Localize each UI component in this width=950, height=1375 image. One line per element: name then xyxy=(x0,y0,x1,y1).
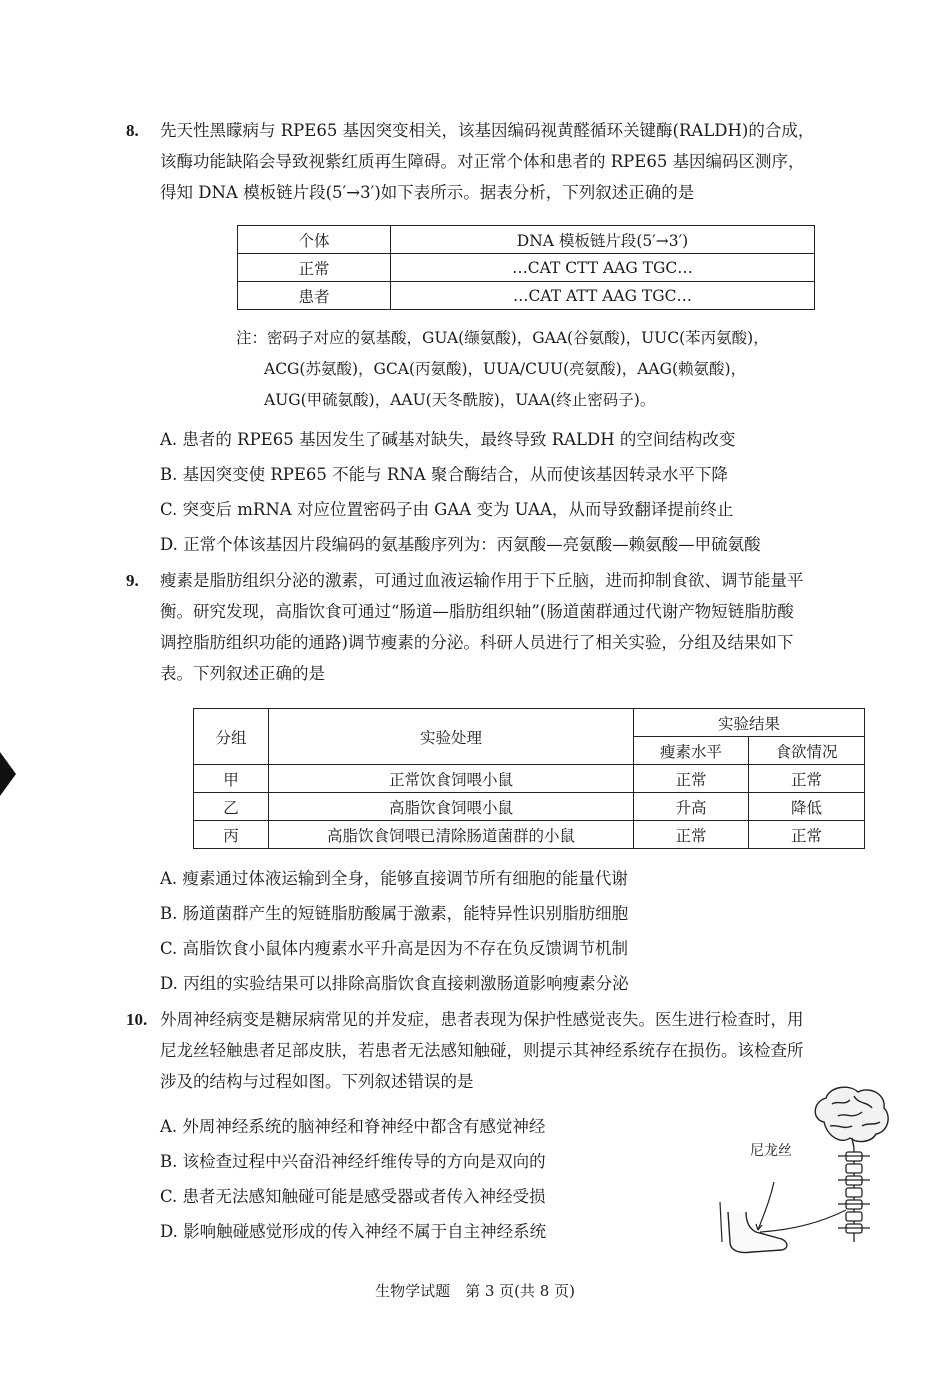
afferent-nerve-icon xyxy=(760,1210,846,1232)
table-cell: 丙 xyxy=(194,821,269,849)
question-stem-line: 瘦素是脂肪组织分泌的激素，可通过血液运输作用于下丘脑，进而抑制食欲、调节能量平 xyxy=(160,571,804,590)
table-cell: 高脂饮食饲喂已清除肠道菌群的小鼠 xyxy=(269,821,634,849)
question-number: 10. xyxy=(126,1010,148,1029)
option-d[interactable]: D. 影响触碰感觉形成的传入神经不属于自主神经系统 xyxy=(160,1222,547,1241)
table-row xyxy=(238,254,815,282)
table-header: 个体 xyxy=(238,226,391,254)
table-header: 实验结果 xyxy=(634,709,865,737)
table-cell: …CAT ATT AAG TGC… xyxy=(391,282,815,310)
question-stem-line: 涉及的结构与过程如图。下列叙述错误的是 xyxy=(160,1072,474,1091)
table-header: 瘦素水平 xyxy=(634,737,749,765)
question-stem-line: 表。下列叙述正确的是 xyxy=(160,664,325,683)
option-b[interactable]: B. 基因突变使 RPE65 不能与 RNA 聚合酶结合，从而使该基因转录水平下降 xyxy=(160,465,728,484)
nylon-filament-icon xyxy=(758,1182,774,1230)
table-cell: 降低 xyxy=(749,793,865,821)
table-row xyxy=(238,282,815,310)
page-footer: 生物学试题 第 3 页(共 8 页) xyxy=(375,1282,575,1300)
question-stem-line: 调控脂肪组织功能的通路)调节瘦素的分泌。科研人员进行了相关实验，分组及结果如下 xyxy=(160,633,794,652)
question-stem-line: 先天性黑矇病与 RPE65 基因突变相关，该基因编码视黄醛循环关键酶(RALDH)的合成， xyxy=(160,121,815,140)
brain-spine-foot-icon xyxy=(712,1082,892,1257)
note-line: 注：密码子对应的氨基酸，GUA(缬氨酸)，GAA(谷氨酸)，UUC(苯丙氨酸)， xyxy=(236,329,769,347)
table-header: 实验处理 xyxy=(269,709,634,765)
table-cell: 正常 xyxy=(634,821,749,849)
table-cell: …CAT CTT AAG TGC… xyxy=(391,254,815,282)
nylon-filament-label: 尼龙丝 xyxy=(750,1143,792,1159)
question-9-options xyxy=(126,863,898,999)
question-stem-line: 得知 DNA 模板链片段(5′→3′)如下表所示。据表分析，下列叙述正确的是 xyxy=(160,183,695,202)
option-c[interactable]: C. 患者无法感知触碰可能是感受器或者传入神经受损 xyxy=(160,1187,546,1206)
table-cell: 甲 xyxy=(194,765,269,793)
option-c[interactable]: C. 高脂饮食小鼠体内瘦素水平升高是因为不存在负反馈调节机制 xyxy=(160,939,629,958)
page-edge-marker xyxy=(0,752,16,796)
codon-note xyxy=(236,323,769,416)
question-8 xyxy=(126,115,898,208)
option-d[interactable]: D. 正常个体该基因片段编码的氨基酸序列为：丙氨酸—亮氨酸—赖氨酸—甲硫氨酸 xyxy=(160,535,761,554)
option-a[interactable]: A. 患者的 RPE65 基因发生了碱基对缺失，最终导致 RALDH 的空间结构改变 xyxy=(160,430,736,449)
table-row xyxy=(194,793,865,821)
note-line: AUG(甲硫氨酸)，AAU(天冬酰胺)，UAA(终止密码子)。 xyxy=(264,391,656,409)
question-8-options xyxy=(126,424,898,560)
option-a[interactable]: A. 瘦素通过体液运输到全身，能够直接调节所有细胞的能量代谢 xyxy=(160,869,628,888)
spinal-cord-icon xyxy=(838,1148,870,1242)
table-cell: 高脂饮食饲喂小鼠 xyxy=(269,793,634,821)
option-b[interactable]: B. 该检查过程中兴奋沿神经纤维传导的方向是双向的 xyxy=(160,1152,546,1171)
table-cell: 乙 xyxy=(194,793,269,821)
nerve-pathway-figure xyxy=(712,1082,892,1257)
table-header: 食欲情况 xyxy=(749,737,865,765)
question-9 xyxy=(126,565,898,689)
table-cell: 正常 xyxy=(749,821,865,849)
table-cell: 正常 xyxy=(749,765,865,793)
table-row xyxy=(194,765,865,793)
experiment-table xyxy=(193,708,865,849)
option-a[interactable]: A. 外周神经系统的脑神经和脊神经中都含有感觉神经 xyxy=(160,1117,546,1136)
table-cell: 升高 xyxy=(634,793,749,821)
table-cell: 正常饮食饲喂小鼠 xyxy=(269,765,634,793)
dna-sequence-table xyxy=(237,225,815,310)
table-header: 分组 xyxy=(194,709,269,765)
question-number: 8. xyxy=(126,121,139,140)
question-number: 9. xyxy=(126,571,139,590)
note-line: ACG(苏氨酸)，GCA(丙氨酸)，UUA/CUU(亮氨酸)，AAG(赖氨酸)， xyxy=(264,360,747,378)
table-header: DNA 模板链片段(5′→3′) xyxy=(391,226,815,254)
table-cell: 正常 xyxy=(634,765,749,793)
option-c[interactable]: C. 突变后 mRNA 对应位置密码子由 GAA 变为 UAA，从而导致翻译提前终止 xyxy=(160,500,734,519)
table-row xyxy=(194,821,865,849)
table-cell: 正常 xyxy=(238,254,391,282)
question-stem-line: 尼龙丝轻触患者足部皮肤，若患者无法感知触碰，则提示其神经系统存在损伤。该检查所 xyxy=(160,1041,804,1060)
question-stem-line: 外周神经病变是糖尿病常见的并发症，患者表现为保护性感觉丧失。医生进行检查时，用 xyxy=(160,1010,804,1029)
option-b[interactable]: B. 肠道菌群产生的短链脂肪酸属于激素，能特异性识别脂肪细胞 xyxy=(160,904,629,923)
table-cell: 患者 xyxy=(238,282,391,310)
question-stem-line: 该酶功能缺陷会导致视紫红质再生障碍。对正常个体和患者的 RPE65 基因编码区测序， xyxy=(160,152,805,171)
brain-icon xyxy=(815,1087,888,1148)
option-d[interactable]: D. 丙组的实验结果可以排除高脂饮食直接刺激肠道影响瘦素分泌 xyxy=(160,974,629,993)
question-10-options xyxy=(126,1111,626,1247)
foot-icon xyxy=(728,1212,787,1253)
question-stem-line: 衡。研究发现，高脂饮食可通过“肠道—脂肪组织轴”(肠道菌群通过代谢产物短链脂肪酸 xyxy=(160,602,794,621)
